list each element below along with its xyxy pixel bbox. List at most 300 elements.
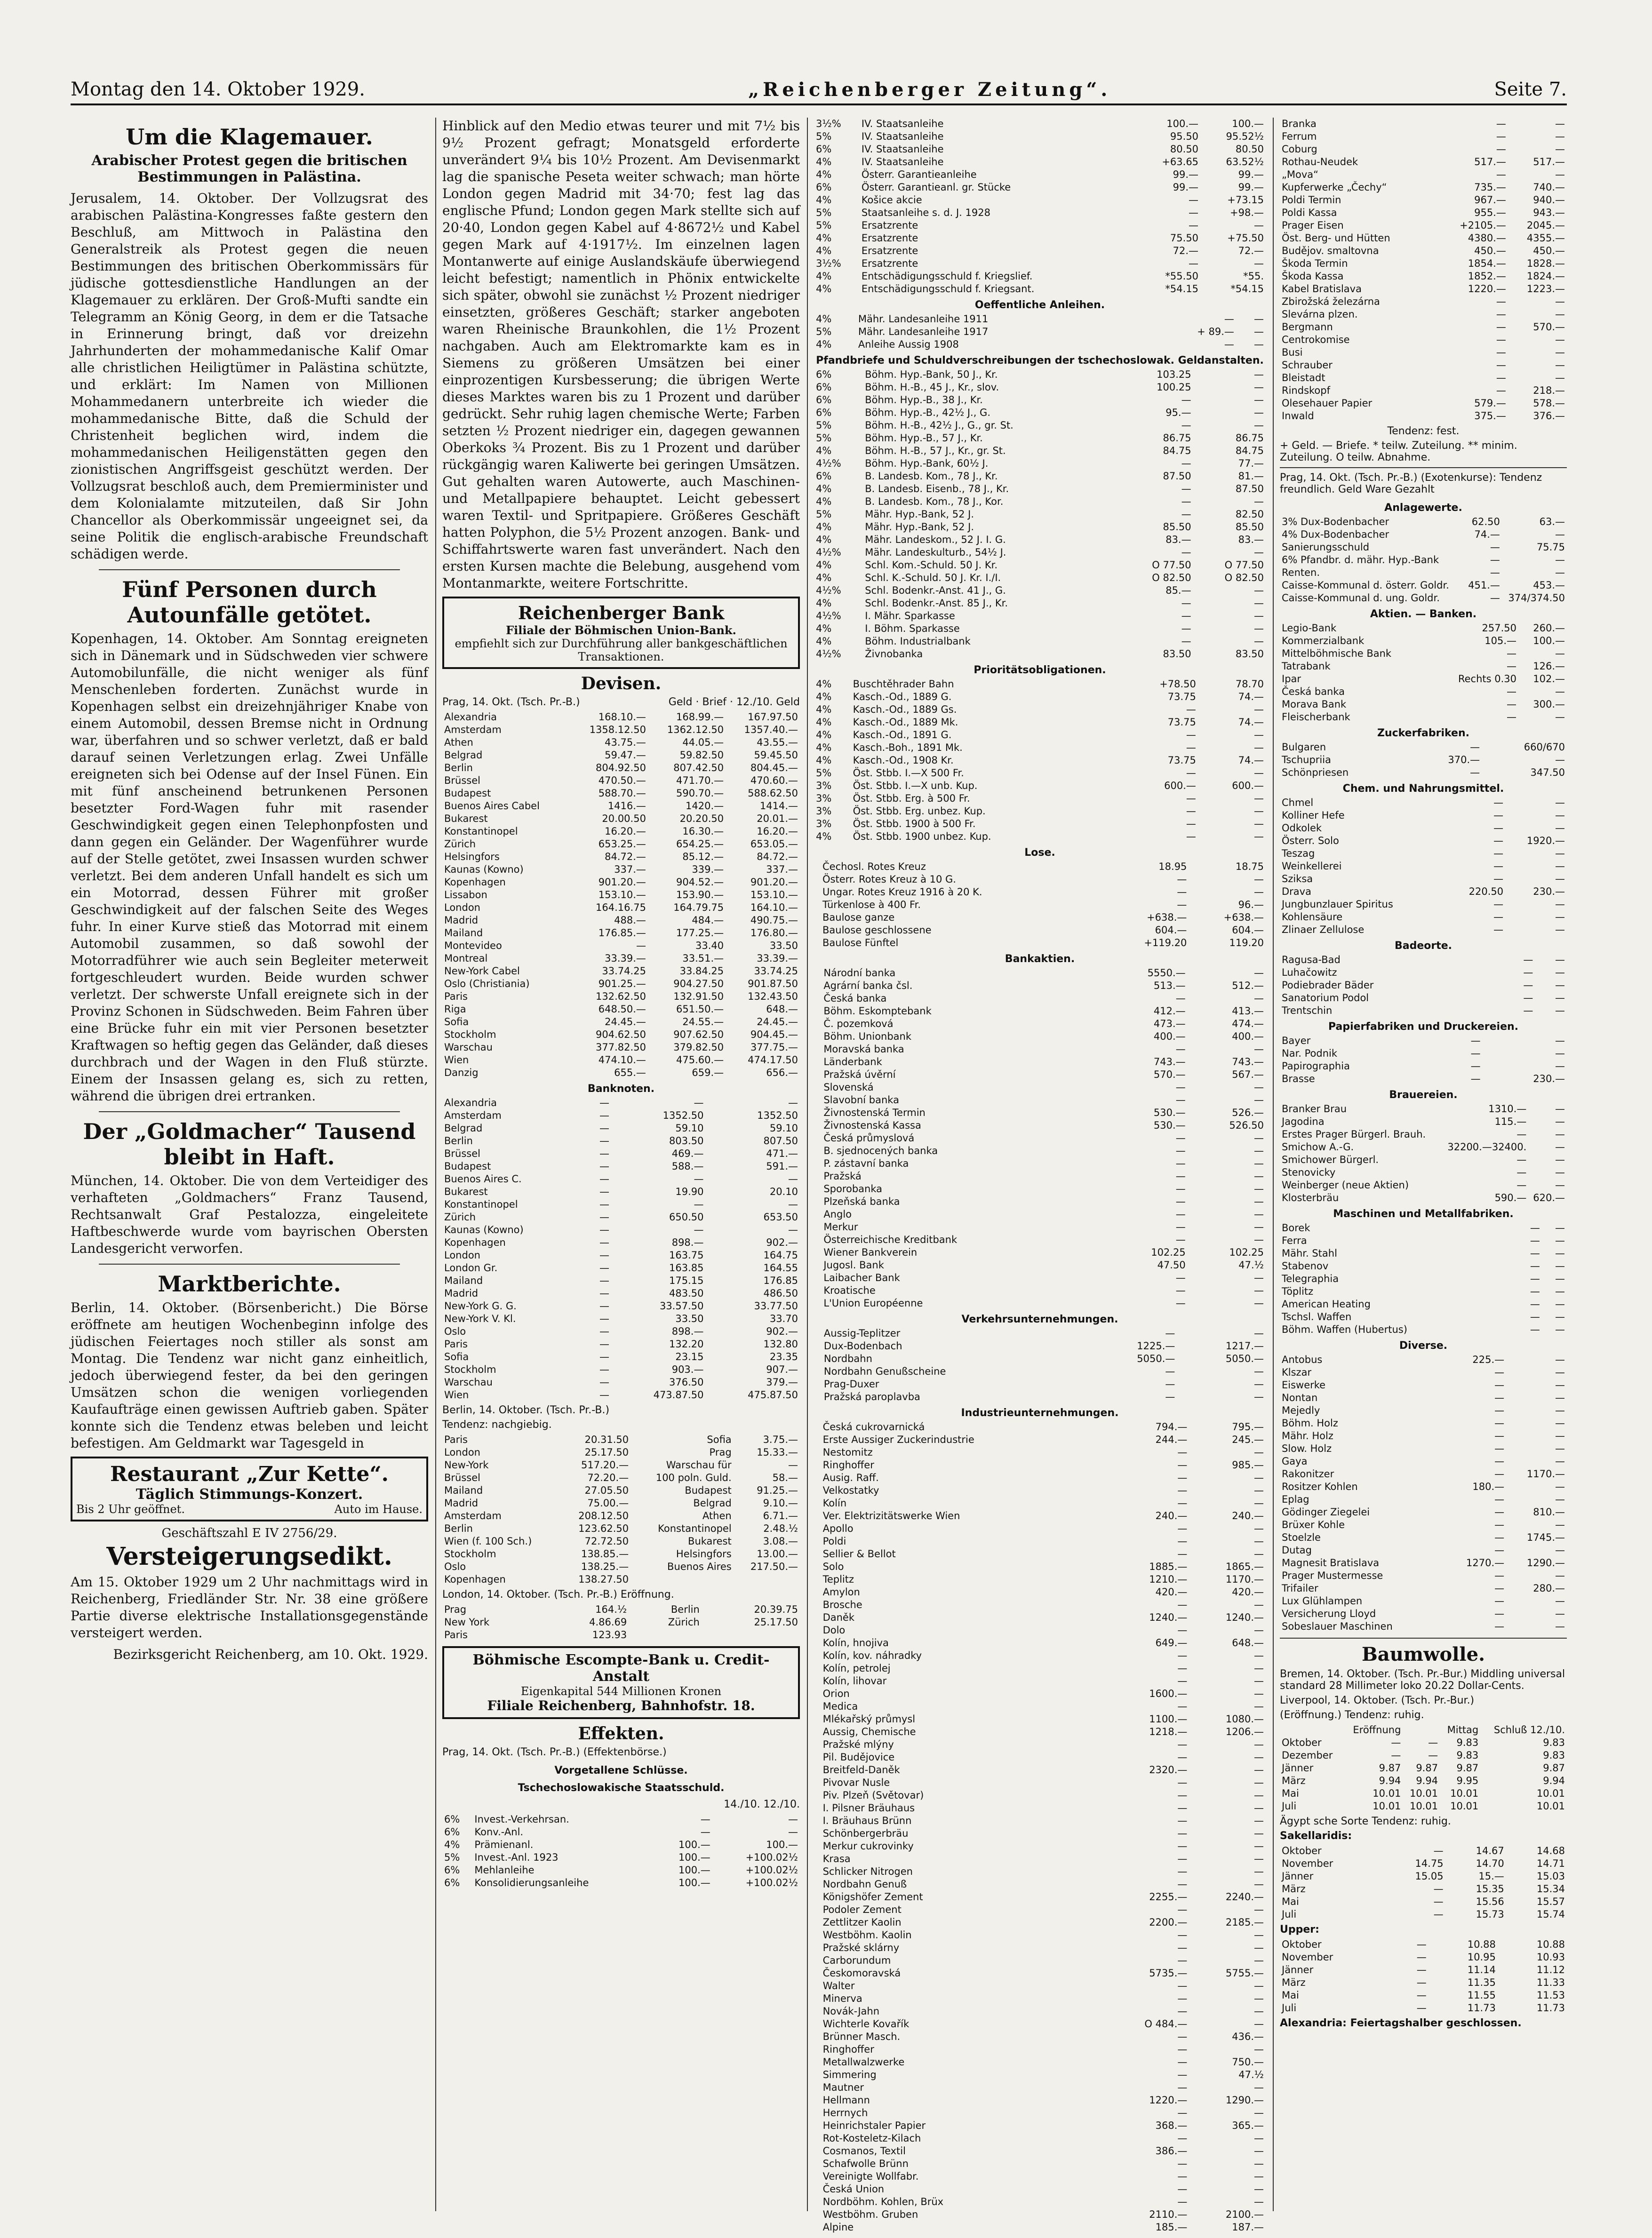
table-row <box>1280 1060 1567 1073</box>
table-cell: Škoda Termin <box>1282 258 1348 269</box>
table-row <box>1280 410 1567 422</box>
table-cell: — <box>1391 1750 1401 1761</box>
ad-line: Auto im Hause. <box>334 1503 423 1516</box>
table-cell: 659.— <box>692 1067 724 1078</box>
table-cell: — <box>1254 886 1264 898</box>
table-cell: Kolliner Hefe <box>1282 810 1345 821</box>
table-cell: 4½% <box>816 648 841 660</box>
table-cell: Böhm. Waffen (Hubertus) <box>1282 1324 1407 1335</box>
table-cell: 260.— <box>1533 622 1565 634</box>
table-cell: Jänner <box>1282 1871 1314 1882</box>
table-cell: — <box>1493 860 1504 872</box>
table-cell: — <box>1494 1418 1505 1429</box>
table-row <box>814 143 1266 156</box>
table-cell: — <box>1254 793 1264 804</box>
table-cell: 33.50 <box>769 940 798 951</box>
table-cell: — <box>1416 1951 1427 1963</box>
table-cell: 898.— <box>671 1237 704 1248</box>
table-cell: Poldi Kassa <box>1282 207 1337 218</box>
table-header: Prag, 14. Okt. (Tsch. Pr.-B.) Geld · Brief · 12./10. Geld <box>442 696 800 708</box>
table-cell: — <box>788 1814 798 1825</box>
table-cell: — <box>1177 1599 1188 1610</box>
table-row <box>1280 1354 1567 1366</box>
table-cell: — <box>1555 1129 1565 1140</box>
table-cell: Č. pozemková <box>823 1018 894 1029</box>
table-cell: — <box>1254 2044 1264 2055</box>
table-row <box>1280 321 1567 334</box>
table-cell: 473.87.50 <box>653 1389 704 1401</box>
table-row <box>814 1459 1266 1472</box>
table-cell: — <box>1254 258 1264 269</box>
table-cell: — <box>1254 818 1264 829</box>
table-cell: 164.55 <box>763 1262 798 1274</box>
table-cell <box>814 1840 821 1853</box>
table-cell: 376.50 <box>669 1377 704 1388</box>
table-cell: Vereinigte Wollfabr. <box>822 2171 919 2182</box>
issue-date: Montag den 14. Oktober 1929. <box>71 79 365 100</box>
table-cell: Škoda Kassa <box>1282 271 1344 282</box>
ad-title: Böhmische Escompte-Bank u. Credit-Anstalt <box>472 1652 770 1685</box>
table-cell: — <box>1555 529 1565 540</box>
table-cell: — <box>1254 585 1264 596</box>
section-title: Banknoten. <box>587 1083 655 1095</box>
article-title: Fünf Personen durch Autounfälle getötet. <box>122 577 377 628</box>
table-row <box>814 1272 1266 1284</box>
table-cell: Moravská banka <box>823 1043 904 1055</box>
table-row <box>1280 232 1567 245</box>
table-row <box>814 1068 1266 1081</box>
table-cell: Schafwolle Brünn <box>822 2158 909 2169</box>
table-cell <box>814 1599 821 1611</box>
table-row <box>814 2094 1266 2107</box>
table-cell: — <box>1555 1060 1565 1072</box>
table-cell: 1240.— <box>1149 1612 1188 1623</box>
table-cell: 4% <box>816 156 832 167</box>
table-cell: — <box>1254 547 1264 558</box>
table-cell: — <box>1496 359 1506 371</box>
table-cell: Bergmann <box>1282 321 1333 333</box>
table-cell: 4% <box>444 1839 460 1850</box>
table-cell: 167.97.50 <box>748 711 798 723</box>
table-cell: — <box>700 1826 710 1838</box>
table-cell <box>814 980 822 992</box>
table-cell: — <box>1254 597 1264 609</box>
table-cell: — <box>1181 547 1191 558</box>
table-cell: — <box>1507 648 1517 659</box>
table-cell: +638.— <box>1223 912 1264 923</box>
table-cell: 375.— <box>1474 410 1506 422</box>
table-cell: — <box>1493 924 1504 935</box>
table-cell: 240.— <box>1155 1510 1188 1521</box>
table-cell: Merkur cukrovinky <box>822 1840 914 1852</box>
table-cell: 245.— <box>1232 1434 1264 1445</box>
table-cell: 4% <box>816 232 832 244</box>
table-cell: 132.91.50 <box>673 991 724 1002</box>
table-cell: — <box>1254 1548 1264 1560</box>
table-row <box>1280 156 1567 168</box>
table-cell: — <box>1555 1005 1565 1016</box>
table-cell: 10.01 <box>1536 1788 1565 1799</box>
table-cell: — <box>1254 1853 1264 1864</box>
table-cell <box>814 1446 821 1459</box>
table-cell <box>814 1094 822 1107</box>
table-cell: — <box>1254 1650 1264 1661</box>
table-cell: 80.50 <box>1235 143 1264 155</box>
table-cell: — <box>1555 334 1565 345</box>
table-cell: Legio-Bank <box>1282 622 1337 634</box>
table-cell: — <box>1555 911 1565 923</box>
table-row <box>814 1637 1266 1649</box>
table-cell: 5% <box>816 432 832 444</box>
table-cell: 653.25.— <box>598 838 646 850</box>
table-cell: 1885.— <box>1149 1561 1188 1572</box>
table-cell: 4½% <box>816 458 841 469</box>
table-cell: 347.50 <box>1530 767 1565 778</box>
table-cell: 5550.— <box>1147 967 1186 979</box>
table-cell: Krasa <box>822 1853 851 1864</box>
table-row <box>814 1878 1266 1891</box>
table-cell <box>814 1675 821 1688</box>
table-cell: London <box>444 902 480 913</box>
table-cell: Aussig-Teplitzer <box>823 1328 901 1339</box>
table-cell: 4% <box>816 483 832 494</box>
table-row <box>1280 1103 1567 1115</box>
table-cell: — <box>1186 805 1196 817</box>
table-cell: Prag <box>709 1447 732 1458</box>
table-cell: — <box>1177 2044 1188 2055</box>
table-cell: Herrnych <box>822 2107 868 2119</box>
table-cell: 4½% <box>816 547 841 558</box>
table-cell: Luhačowitz <box>1282 967 1337 978</box>
table-cell: 4355.— <box>1526 232 1565 244</box>
newspaper-page <box>71 75 1567 2233</box>
table-cell: Nordbahn Genußscheine <box>823 1366 946 1377</box>
table-cell: 132.80 <box>763 1338 798 1350</box>
table-cell: 750.— <box>1232 2056 1264 2068</box>
table-cell: 78.70 <box>1235 678 1264 690</box>
column-4 <box>1280 118 1567 2211</box>
table-cell: Kaunas (Kowno) <box>444 864 524 875</box>
table-cell: — <box>1186 704 1196 715</box>
table-caption: Liverpool, 14. Oktober. (Tsch. Pr.-Bur.) <box>1280 1695 1475 1706</box>
table-cell: Juli <box>1282 1800 1297 1812</box>
table-cell <box>702 1629 800 1641</box>
divider <box>99 569 400 570</box>
table-cell <box>734 1573 800 1586</box>
table-cell: — <box>1181 509 1191 520</box>
table-cell: 6% <box>444 1877 460 1888</box>
cotton-table <box>1280 1938 1567 2015</box>
table-cell: Mai <box>1282 1788 1299 1799</box>
table-cell: — <box>1177 1904 1188 1915</box>
table-cell: 33.84.25 <box>679 965 724 977</box>
table-row <box>1280 622 1567 635</box>
table-cell: — <box>1254 2158 1264 2169</box>
table-cell: Nordböhm. Kohlen, Brüx <box>822 2196 944 2207</box>
table-cell: 95.50 <box>1170 131 1199 142</box>
article-body: Am 15. Oktober 1929 um 2 Uhr nachmittags wird in Reichenberg, Friedländer Str. Nr. 38 eine größere Partie diverse elektrische Installationsgegenstände versteigert werden. <box>71 1574 428 1641</box>
table-cell: Kasch.-Od., 1889 Mk. <box>853 717 958 728</box>
table-row <box>1280 566 1567 579</box>
table-cell: — <box>1175 1043 1186 1055</box>
table-row <box>1280 847 1567 860</box>
table-cell: 486.50 <box>763 1288 798 1299</box>
table-cell <box>814 1751 821 1764</box>
table-cell: 4% <box>816 559 832 571</box>
table-cell: Orion <box>822 1688 850 1699</box>
table-cell: Oslo <box>444 1561 466 1572</box>
table-cell: — <box>1254 496 1264 507</box>
table-cell: — <box>1254 1094 1264 1106</box>
table-cell: März <box>1282 1775 1306 1786</box>
table-cell: 473.— <box>1153 1018 1186 1029</box>
table-cell: — <box>1254 1183 1264 1195</box>
table-row <box>814 716 1266 729</box>
table-cell <box>814 1624 821 1637</box>
table-row <box>442 1472 800 1484</box>
table-row <box>814 2107 1266 2119</box>
section-title: Prioritätsobligationen. <box>974 664 1106 676</box>
table-cell: Živnostenská Kassa <box>823 1120 921 1131</box>
table-cell: 11.73 <box>1467 2002 1496 2014</box>
table-cell: 82.50 <box>1235 509 1264 520</box>
table-cell: — <box>1181 394 1191 406</box>
table-row <box>1280 1531 1567 1544</box>
table-row <box>814 2221 1266 2234</box>
table-cell: Madrid <box>444 915 479 926</box>
table-cell: 33.77.50 <box>754 1300 798 1312</box>
table-cell: — <box>1555 1379 1565 1391</box>
table-cell: 24.55.— <box>682 1016 724 1027</box>
table-row <box>814 1700 1266 1713</box>
table-cell: Brünner Masch. <box>822 2031 901 2042</box>
table-row <box>814 1434 1266 1446</box>
table-cell: — <box>1177 1802 1188 1814</box>
table-row <box>814 754 1266 767</box>
table-row <box>1280 885 1567 898</box>
table-cell: 904.45.— <box>750 1029 798 1040</box>
table-cell: + 89.— <box>1197 326 1234 337</box>
table-cell: — <box>1494 1532 1505 1543</box>
table-cell: Kolín <box>822 1497 847 1509</box>
table-cell: Paris <box>444 991 468 1002</box>
table-cell: 11.14 <box>1467 1964 1496 1975</box>
table-cell: — <box>1165 1391 1175 1402</box>
table-cell: 47.½ <box>1238 1259 1264 1271</box>
table-cell: 795.— <box>1232 1421 1264 1433</box>
table-cell: — <box>599 1377 609 1388</box>
table-cell: 1310.— <box>1488 1103 1527 1115</box>
table-cell: — <box>1494 1570 1505 1581</box>
table-cell <box>814 1726 821 1738</box>
table-cell: — <box>1254 1879 1264 1890</box>
table-row <box>1280 924 1567 936</box>
table-cell: Buschtěhrader Bahn <box>853 678 954 690</box>
table-cell: 4% <box>816 194 832 206</box>
stock-table <box>814 967 1266 1310</box>
table-cell: Entschädigungsschuld f. Kriegslief. <box>861 271 1033 282</box>
table-cell: — <box>1493 873 1504 884</box>
table-cell: 240.— <box>1232 1510 1264 1521</box>
table-cell <box>814 1005 822 1018</box>
table-cell: 230.— <box>1533 886 1565 897</box>
table-cell: Mautner <box>822 2082 864 2093</box>
table-cell: 4% <box>816 623 832 634</box>
table-row <box>1280 1128 1567 1141</box>
table-cell: 119.20 <box>1229 937 1264 948</box>
table-row <box>814 1827 1266 1840</box>
table-cell: 5050.— <box>1137 1353 1175 1364</box>
table-cell: — <box>1496 143 1506 155</box>
section-subtitle: Tschechoslowakische Staatsschuld. <box>518 1782 725 1794</box>
table-cell: 85.50 <box>1163 521 1191 533</box>
table-cell: 15.— <box>1478 1871 1504 1882</box>
table-cell: — <box>1493 822 1504 834</box>
table-row <box>814 508 1266 521</box>
table-cell: — <box>1555 1298 1565 1310</box>
table-cell: — <box>1555 372 1565 383</box>
table-row <box>814 818 1266 830</box>
table-cell: Alpine <box>822 2222 854 2233</box>
table-cell: Wien (f. 100 Sch.) <box>444 1536 532 1547</box>
table-row <box>442 1224 800 1236</box>
table-cell: 9.83 <box>1456 1737 1479 1748</box>
table-cell <box>814 1700 821 1713</box>
table-cell: — <box>1175 1196 1186 1207</box>
table-row <box>814 118 1266 130</box>
table-cell: — <box>1470 1048 1481 1059</box>
table-cell: 513.— <box>1153 980 1186 991</box>
table-cell: 91.25.— <box>757 1485 798 1496</box>
table-cell: — <box>1254 805 1264 817</box>
table-row <box>442 787 800 800</box>
table-row <box>1280 1115 1567 1128</box>
table-cell: — <box>1507 699 1517 710</box>
table-caption: Prag, 14. Okt. (Tsch. Pr.-B.) (Exotenkurse): Tendenz freundlich. Geld Ware Gezahlt <box>1280 472 1542 495</box>
table-cell: Paris <box>444 1629 468 1641</box>
table-cell: 33.39.— <box>757 953 798 964</box>
table-cell: Montevideo <box>444 940 502 951</box>
table-cell: — <box>1254 2082 1264 2093</box>
table-cell: — <box>788 1199 798 1210</box>
table-cell: — <box>1181 420 1191 431</box>
table-cell: Agrární banka čsl. <box>823 980 913 991</box>
table-row <box>814 406 1266 419</box>
table-cell: 6% <box>816 394 832 406</box>
table-row <box>1280 822 1567 835</box>
table-cell: 377.75.— <box>750 1042 798 1053</box>
table-cell: Klszar <box>1282 1367 1312 1378</box>
table-cell: — <box>1555 1286 1565 1297</box>
table-cell: Sziksa <box>1282 873 1313 884</box>
table-cell: Hellmann <box>822 2095 870 2106</box>
table-cell: — <box>1254 967 1264 979</box>
ad-line: Bis 2 Uhr geöffnet. <box>76 1503 185 1516</box>
table-row <box>442 1003 800 1016</box>
table-row <box>814 873 1266 886</box>
table-cell: 4% <box>816 521 832 533</box>
table-cell: Stockholm <box>444 1548 496 1560</box>
table-cell: 517.— <box>1533 156 1565 167</box>
table-cell: Madrid <box>444 1288 479 1299</box>
table-cell: Pražská <box>823 1171 862 1182</box>
table-cell: 1352.50 <box>662 1110 704 1121</box>
table-cell: — <box>1254 407 1264 418</box>
table-cell: 1357.40.— <box>744 724 798 735</box>
table-cell: — <box>1555 1167 1565 1178</box>
table-row <box>1280 1222 1567 1234</box>
table-row <box>814 1043 1266 1056</box>
table-cell: 33.74.25 <box>754 965 798 977</box>
table-cell: 126.— <box>1533 661 1565 672</box>
table-cell: 74.— <box>1238 691 1264 702</box>
table-cell <box>814 1967 821 1980</box>
table-cell: — <box>1470 1060 1481 1072</box>
table-cell: — <box>1175 1298 1186 1309</box>
table-cell: 102.— <box>1533 673 1565 685</box>
section-title: Papierfabriken und Druckereien. <box>1328 1021 1519 1033</box>
table-cell <box>814 1434 821 1446</box>
table-cell: 20.20.50 <box>679 813 724 824</box>
table-row <box>1280 1845 1567 1857</box>
table-cell: Öst. Stbb. 1900 unbez. Kup. <box>853 831 991 842</box>
table-cell: Česká průmyslová <box>823 1132 915 1144</box>
table-cell: — <box>1555 1405 1565 1416</box>
table-cell: 1414.— <box>759 800 798 812</box>
table-cell: 100.— <box>678 1839 710 1850</box>
table-row <box>814 2069 1266 2081</box>
table-row <box>1280 168 1567 181</box>
table-cell <box>814 1378 822 1391</box>
table-cell: — <box>788 1097 798 1108</box>
table-cell: Gaya <box>1282 1456 1308 1467</box>
table-cell: — <box>1177 1739 1188 1750</box>
table-row <box>442 1446 800 1459</box>
table-cell: 4% <box>816 245 832 256</box>
table-cell: 9.87 <box>1543 1762 1565 1774</box>
table-row <box>814 245 1266 257</box>
table-cell: Česká banka <box>823 993 887 1004</box>
cotton-table <box>1280 1724 1567 1813</box>
table-row <box>1280 554 1567 566</box>
table-row <box>442 838 800 851</box>
table-cell: — <box>1555 1443 1565 1454</box>
table-cell: Bukarest <box>688 1536 732 1547</box>
table-cell: — <box>1494 1621 1505 1632</box>
table-cell: Erste Aussiger Zuckerindustrie <box>822 1434 974 1445</box>
table-row <box>1280 207 1567 219</box>
table-cell: Böhm. Hyp.-Bank, 50 J., Kr. <box>865 369 998 380</box>
table-cell: — <box>1254 1485 1264 1496</box>
table-row <box>814 967 1266 980</box>
stock-table <box>1280 1222 1567 1336</box>
table-row <box>442 1338 800 1351</box>
table-cell: 72.20.— <box>587 1472 629 1483</box>
table-cell: — <box>1254 1447 1264 1458</box>
table-cell: 96.— <box>1238 899 1264 910</box>
table-cell: Trifailer <box>1282 1583 1318 1594</box>
table-row <box>1280 673 1567 685</box>
cotton-report: Bremen, 14. Oktober. (Tsch. Pr.-Bur.) Middling universal standard 28 Millimeter loko 20.22 Dollar-Cents. <box>1280 1668 1565 1692</box>
table-cell: — <box>1177 2031 1188 2042</box>
table-cell: — <box>1494 1367 1505 1378</box>
table-cell <box>814 1353 822 1365</box>
table-cell: Belgrad <box>444 749 483 761</box>
table-cell: 63.52½ <box>1226 156 1264 167</box>
table-cell: 1210.— <box>1149 1574 1188 1585</box>
table-cell: — <box>1490 567 1500 578</box>
article-title: Versteigerungsedikt. <box>106 1542 392 1571</box>
